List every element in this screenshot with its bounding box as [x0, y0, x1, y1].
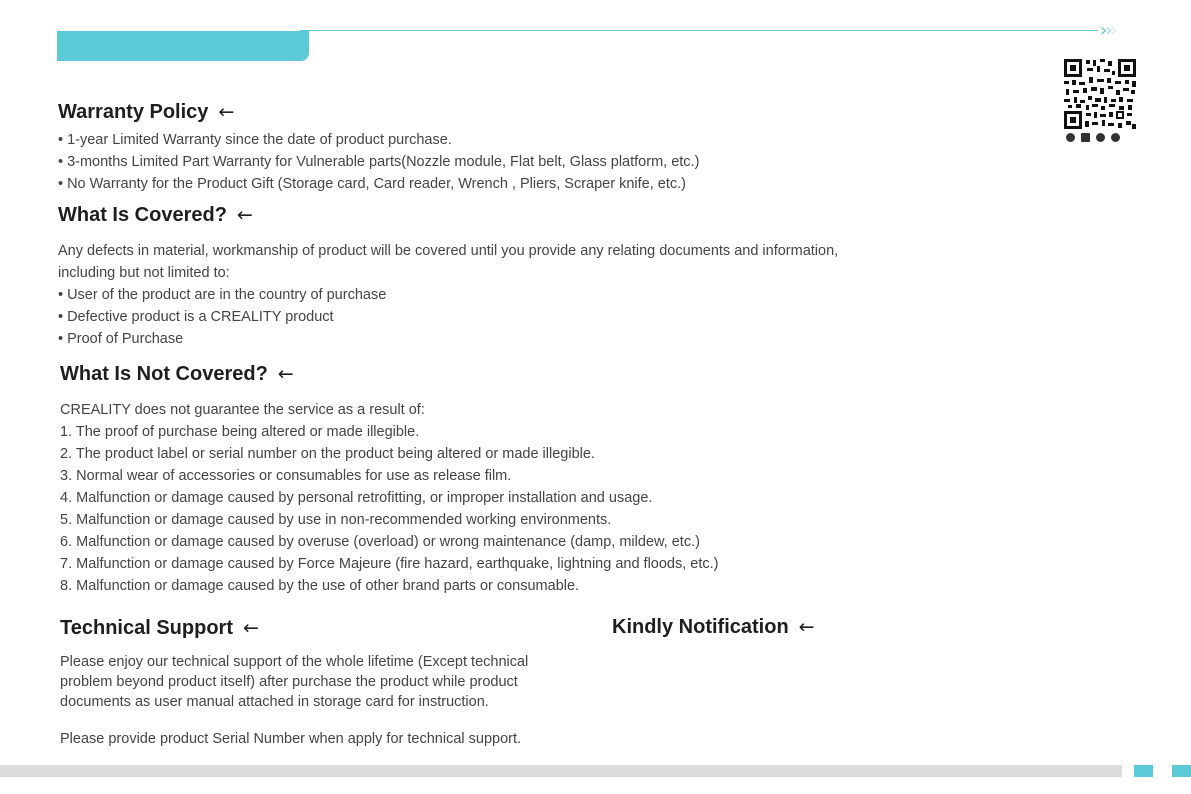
- chevron-right-icon: ›: [1100, 20, 1106, 41]
- what-is-covered-heading: [58, 204, 253, 227]
- tech-support-line: problem beyond product itself) after purchase the product while product: [60, 674, 518, 690]
- warranty-policy-title: Warranty Policy: [58, 101, 209, 123]
- left-arrow-icon: ←: [277, 363, 294, 385]
- covered-item: • User of the product are in the country of purchase: [58, 287, 387, 303]
- header-rule: [300, 30, 1098, 31]
- tech-support-line: Please enjoy our technical support of the whole lifetime (Except technical: [60, 654, 529, 670]
- warranty-policy-heading: [58, 101, 234, 124]
- youtube-icon: [1096, 133, 1105, 142]
- wechat-icon: [1111, 133, 1120, 142]
- what-is-not-covered-title: What Is Not Covered?: [60, 363, 268, 385]
- chevron-right-icon: ›: [1105, 20, 1111, 41]
- covered-item: • Defective product is a CREALITY product: [58, 309, 334, 325]
- not-covered-item: 3. Normal wear of accessories or consumables for use as release film.: [60, 468, 512, 484]
- chevron-right-icon: ›: [1110, 20, 1116, 41]
- header-accent-tab: [57, 31, 309, 61]
- left-arrow-icon: ←: [236, 204, 253, 226]
- covered-intro-line-2: including but not limited to:: [58, 265, 230, 281]
- footer-bar: [0, 765, 1122, 777]
- social-icons: [1066, 133, 1120, 142]
- left-arrow-icon: ←: [218, 101, 235, 123]
- not-covered-intro: CREALITY does not guarantee the service as a result of:: [60, 402, 425, 418]
- left-arrow-icon: ←: [242, 617, 259, 639]
- facebook-icon: [1081, 133, 1090, 142]
- footer-accent-square: [1134, 765, 1153, 777]
- globe-icon: [1066, 133, 1075, 142]
- tech-support-note: Please provide product Serial Number when apply for technical support.: [60, 731, 522, 747]
- footer-accent-square: [1172, 765, 1191, 777]
- not-covered-item: 7. Malfunction or damage caused by Force Majeure (fire hazard, earthquake, lightning and floods, etc.): [60, 556, 719, 572]
- left-arrow-icon: ←: [798, 616, 815, 638]
- covered-intro-line-1: Any defects in material, workmanship of product will be covered until you provide any relating documents and information,: [58, 243, 839, 259]
- not-covered-item: 1. The proof of purchase being altered or made illegible.: [60, 424, 420, 440]
- technical-support-heading: [60, 617, 259, 640]
- what-is-not-covered-heading: [60, 363, 294, 386]
- not-covered-item: 2. The product label or serial number on the product being altered or made illegible.: [60, 446, 595, 462]
- tech-support-line: documents as user manual attached in storage card for instruction.: [60, 694, 489, 710]
- kindly-notification-heading: [612, 616, 815, 639]
- not-covered-item: 6. Malfunction or damage caused by overuse (overload) or wrong maintenance (damp, mildew, etc.): [60, 534, 700, 550]
- technical-support-title: Technical Support: [60, 617, 233, 639]
- not-covered-item: 5. Malfunction or damage caused by use in non-recommended working environments.: [60, 512, 612, 528]
- kindly-notification-title: Kindly Notification: [612, 616, 789, 638]
- not-covered-item: 4. Malfunction or damage caused by personal retrofitting, or improper installation and usage.: [60, 490, 653, 506]
- warranty-item: • 3-months Limited Part Warranty for Vulnerable parts(Nozzle module, Flat belt, Glass platform, etc.): [58, 154, 700, 170]
- header-chevrons-icon: [1100, 20, 1116, 41]
- qr-code-icon: [1062, 57, 1138, 131]
- what-is-covered-title: What Is Covered?: [58, 204, 227, 226]
- warranty-item: • No Warranty for the Product Gift (Storage card, Card reader, Wrench , Pliers, Scraper knife, etc.): [58, 176, 686, 192]
- covered-item: • Proof of Purchase: [58, 331, 184, 347]
- not-covered-item: 8. Malfunction or damage caused by the use of other brand parts or consumable.: [60, 578, 580, 594]
- warranty-item: • 1-year Limited Warranty since the date of product purchase.: [58, 132, 452, 148]
